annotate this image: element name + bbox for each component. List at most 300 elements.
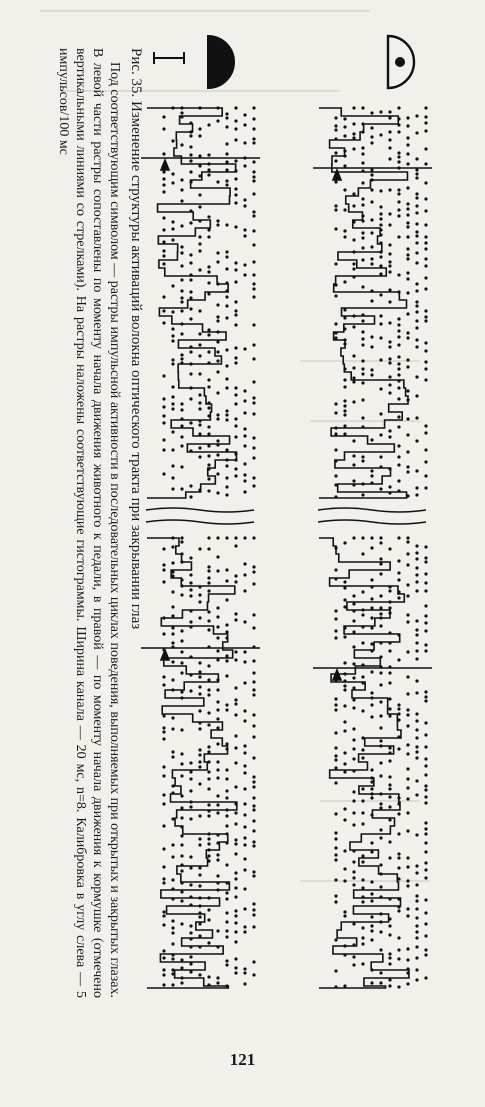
spike-dot — [162, 580, 165, 583]
spike-dot — [379, 671, 382, 674]
spike-dot — [180, 869, 183, 872]
spike-dot — [352, 147, 355, 150]
spike-dot — [252, 570, 255, 573]
spike-dot — [370, 924, 373, 927]
spike-dot — [198, 343, 201, 346]
spike-dot — [252, 117, 255, 120]
spike-dot — [352, 823, 355, 826]
spike-dot — [171, 402, 174, 405]
spike-dot — [207, 908, 210, 911]
spike-dot — [361, 641, 364, 644]
spike-dot — [207, 777, 210, 780]
spike-dot — [243, 857, 246, 860]
eye-open-symbol — [388, 36, 414, 88]
spike-dot — [343, 164, 346, 167]
spike-dot — [415, 649, 418, 652]
spike-dot — [180, 540, 183, 543]
spike-dot — [198, 748, 201, 751]
spike-dot — [397, 455, 400, 458]
spike-dot — [424, 773, 427, 776]
spike-dot — [243, 787, 246, 790]
spike-dot — [424, 448, 427, 451]
spike-dot — [406, 777, 409, 780]
spike-dot — [225, 168, 228, 171]
spike-dot — [424, 264, 427, 267]
spike-dot — [234, 138, 237, 141]
spike-dot — [180, 264, 183, 267]
spike-dot — [162, 127, 165, 130]
spike-dot — [415, 304, 418, 307]
spike-dot — [415, 619, 418, 622]
spike-dot — [406, 221, 409, 224]
spike-dot — [225, 160, 228, 163]
spike-dot — [379, 387, 382, 390]
spike-dot — [198, 915, 201, 918]
spike-dot — [243, 536, 246, 539]
spike-dot — [397, 335, 400, 338]
spike-dot — [397, 397, 400, 400]
spike-dot — [198, 753, 201, 756]
spike-dot — [361, 330, 364, 333]
spike-dot — [397, 367, 400, 370]
spike-dot — [406, 692, 409, 695]
spike-dot — [252, 484, 255, 487]
spike-dot — [415, 745, 418, 748]
spike-dot — [252, 229, 255, 232]
spike-dot — [198, 235, 201, 238]
spike-dot — [343, 984, 346, 987]
spike-dot — [370, 368, 373, 371]
spike-dot — [234, 921, 237, 924]
spike-dot — [379, 885, 382, 888]
rasters — [162, 106, 427, 988]
spike-dot — [252, 680, 255, 683]
spike-dot — [370, 841, 373, 844]
spike-dot — [234, 574, 237, 577]
spike-dot — [361, 203, 364, 206]
spike-dot — [415, 544, 418, 547]
spike-dot — [252, 735, 255, 738]
spike-dot — [180, 890, 183, 893]
spike-dot — [252, 613, 255, 616]
spike-dot — [180, 593, 183, 596]
spike-dot — [234, 225, 237, 228]
spike-dot — [352, 747, 355, 750]
spike-dot — [207, 173, 210, 176]
spike-dot — [234, 618, 237, 621]
spike-dot — [388, 130, 391, 133]
spike-dot — [406, 213, 409, 216]
spike-dot — [379, 981, 382, 984]
spike-dot — [352, 238, 355, 241]
spike-dot — [189, 397, 192, 400]
spike-dot — [225, 464, 228, 467]
spike-dot — [406, 594, 409, 597]
spike-dot — [361, 258, 364, 261]
spike-dot — [207, 425, 210, 428]
spike-dot — [379, 612, 382, 615]
spike-dot — [388, 243, 391, 246]
spike-dot — [198, 922, 201, 925]
spike-dot — [388, 759, 391, 762]
spike-dot — [388, 707, 391, 710]
spike-dot — [198, 866, 201, 869]
spike-dot — [207, 619, 210, 622]
spike-dot — [334, 894, 337, 897]
spike-dot — [243, 907, 246, 910]
spike-dot — [198, 873, 201, 876]
spike-dot — [189, 350, 192, 353]
spike-dot — [388, 138, 391, 141]
spike-dot — [198, 205, 201, 208]
spike-dot — [361, 748, 364, 751]
spike-dot — [243, 573, 246, 576]
spike-dot — [189, 153, 192, 156]
spike-dot — [225, 708, 228, 711]
spike-dot — [379, 774, 382, 777]
spike-dot — [234, 119, 237, 122]
spike-dot — [415, 719, 418, 722]
spike-dot — [243, 490, 246, 493]
spike-dot — [415, 192, 418, 195]
spike-dot — [424, 309, 427, 312]
spike-dot — [207, 265, 210, 268]
spike-dot — [234, 467, 237, 470]
spike-dot — [415, 894, 418, 897]
spike-dot — [334, 151, 337, 154]
spike-dot — [361, 231, 364, 234]
spike-dot — [162, 414, 165, 417]
spike-dot — [424, 850, 427, 853]
spike-dot — [171, 139, 174, 142]
spike-dot — [234, 424, 237, 427]
spike-dot — [198, 242, 201, 245]
spike-dot — [252, 160, 255, 163]
spike-dot — [397, 200, 400, 203]
spike-dot — [225, 267, 228, 270]
spike-dot — [415, 628, 418, 631]
spike-dot — [162, 240, 165, 243]
spike-dot — [388, 357, 391, 360]
spike-dot — [225, 125, 228, 128]
spike-dot — [234, 313, 237, 316]
spike-dot — [162, 374, 165, 377]
spike-dot — [406, 257, 409, 260]
spike-dot — [343, 684, 346, 687]
spike-dot — [162, 249, 165, 252]
spike-dot — [379, 217, 382, 220]
spike-dot — [171, 626, 174, 629]
axis-breaks — [146, 508, 426, 524]
event-arrow — [161, 160, 169, 170]
spike-dot — [424, 572, 427, 575]
spike-dot — [180, 661, 183, 664]
spike-dot — [225, 768, 228, 771]
spike-dot — [343, 867, 346, 870]
spike-dot — [162, 914, 165, 917]
spike-dot — [406, 583, 409, 586]
spike-dot — [388, 252, 391, 255]
spike-dot — [388, 485, 391, 488]
spike-dot — [216, 649, 219, 652]
spike-dot — [334, 812, 337, 815]
spike-dot — [406, 613, 409, 616]
spike-dot — [334, 636, 337, 639]
spike-dot — [352, 132, 355, 135]
spike-dot — [424, 699, 427, 702]
spike-dot — [343, 586, 346, 589]
spike-dot — [207, 664, 210, 667]
spike-dot — [352, 192, 355, 195]
spike-dot — [343, 378, 346, 381]
spike-dot — [207, 333, 210, 336]
spike-dot — [171, 310, 174, 313]
spike-dot — [379, 223, 382, 226]
spike-dot — [415, 945, 418, 948]
spike-dot — [361, 181, 364, 184]
spike-dot — [424, 953, 427, 956]
raster-figure — [104, 28, 444, 1018]
spike-dot — [198, 193, 201, 196]
spike-dot — [171, 464, 174, 467]
spike-dot — [162, 968, 165, 971]
spike-dot — [388, 746, 391, 749]
histogram-line — [319, 538, 409, 988]
spike-dot — [352, 757, 355, 760]
spike-dot — [171, 605, 174, 608]
spike-dot — [370, 335, 373, 338]
spike-dot — [370, 606, 373, 609]
spike-dot — [334, 758, 337, 761]
spike-dot — [379, 594, 382, 597]
spike-dot — [397, 355, 400, 358]
spike-dot — [243, 836, 246, 839]
spike-dot — [370, 899, 373, 902]
spike-dot — [397, 415, 400, 418]
spike-dot — [234, 734, 237, 737]
spike-dot — [370, 135, 373, 138]
spike-dot — [424, 757, 427, 760]
spike-dot — [243, 479, 246, 482]
spike-dot — [180, 357, 183, 360]
spike-dot — [415, 883, 418, 886]
rotated-figure-page — [34, 28, 444, 1018]
spike-dot — [216, 688, 219, 691]
spike-dot — [406, 162, 409, 165]
spike-dot — [415, 300, 418, 303]
spike-dot — [352, 439, 355, 442]
spike-dot — [171, 395, 174, 398]
spike-dot — [406, 271, 409, 274]
spike-dot — [397, 909, 400, 912]
spike-dot — [361, 613, 364, 616]
spike-dot — [234, 106, 237, 109]
spike-dot — [234, 686, 237, 689]
spike-dot — [361, 822, 364, 825]
spike-dot — [379, 293, 382, 296]
spike-dot — [243, 925, 246, 928]
spike-dot — [379, 433, 382, 436]
spike-dot — [243, 660, 246, 663]
spike-dot — [424, 745, 427, 748]
spike-dot — [334, 746, 337, 749]
spike-dot — [334, 846, 337, 849]
spike-dot — [162, 949, 165, 952]
spike-dot — [424, 360, 427, 363]
spike-dot — [189, 573, 192, 576]
spike-dot — [207, 123, 210, 126]
spike-dot — [252, 844, 255, 847]
spike-dot — [415, 251, 418, 254]
spike-dot — [370, 373, 373, 376]
spike-dot — [415, 345, 418, 348]
spike-dot — [334, 853, 337, 856]
spike-dot — [334, 900, 337, 903]
spike-dot — [406, 856, 409, 859]
spike-dot — [225, 814, 228, 817]
spike-dot — [370, 929, 373, 932]
spike-dot — [388, 110, 391, 113]
spike-dot — [352, 594, 355, 597]
spike-dot — [189, 955, 192, 958]
spike-dot — [171, 172, 174, 175]
spike-dot — [234, 746, 237, 749]
spike-dot — [234, 785, 237, 788]
spike-dot — [252, 565, 255, 568]
spike-dot — [243, 843, 246, 846]
spike-dot — [180, 958, 183, 961]
spike-dot — [225, 777, 228, 780]
spike-dot — [234, 356, 237, 359]
spike-dot — [406, 675, 409, 678]
spike-dot — [234, 658, 237, 661]
spike-dot — [189, 484, 192, 487]
spike-dot — [180, 465, 183, 468]
spike-dot — [198, 309, 201, 312]
spike-dot — [207, 489, 210, 492]
spike-dot — [162, 765, 165, 768]
spike-dot — [225, 789, 228, 792]
spike-dot — [361, 398, 364, 401]
spike-dot — [225, 255, 228, 258]
spike-dot — [171, 632, 174, 635]
spike-dot — [243, 427, 246, 430]
spike-dot — [216, 119, 219, 122]
spike-dot — [424, 589, 427, 592]
spike-dot — [334, 629, 337, 632]
spike-dot — [225, 364, 228, 367]
spike-dot — [207, 215, 210, 218]
spike-dot — [180, 834, 183, 837]
spike-dot — [361, 236, 364, 239]
spike-dot — [189, 883, 192, 886]
spike-dot — [370, 691, 373, 694]
spike-dot — [171, 784, 174, 787]
spike-dot — [424, 560, 427, 563]
spike-dot — [198, 934, 201, 937]
spike-dot — [415, 493, 418, 496]
spike-dot — [388, 547, 391, 550]
spike-dot — [189, 372, 192, 375]
spike-dot — [198, 401, 201, 404]
spike-dot — [243, 113, 246, 116]
spike-dot — [180, 224, 183, 227]
spike-dot — [243, 650, 246, 653]
spike-dot — [243, 802, 246, 805]
spike-dot — [397, 658, 400, 661]
spike-dot — [243, 198, 246, 201]
spike-dot — [361, 197, 364, 200]
spike-dot — [234, 957, 237, 960]
spike-dot — [216, 413, 219, 416]
spike-dot — [415, 557, 418, 560]
spike-dot — [379, 412, 382, 415]
spike-dot — [189, 556, 192, 559]
spike-dot — [379, 802, 382, 805]
spike-dot — [406, 291, 409, 294]
spike-dot — [406, 336, 409, 339]
spike-dot — [225, 598, 228, 601]
spike-dot — [361, 416, 364, 419]
spike-dot — [424, 795, 427, 798]
spike-dot — [162, 228, 165, 231]
spike-dot — [207, 444, 210, 447]
spike-dot — [216, 491, 219, 494]
spike-dot — [388, 223, 391, 226]
spike-dot — [397, 362, 400, 365]
spike-dot — [180, 752, 183, 755]
spike-dot — [406, 958, 409, 961]
spike-dot — [234, 713, 237, 716]
spike-dot — [361, 246, 364, 249]
spike-dot — [207, 328, 210, 331]
spike-dot — [252, 973, 255, 976]
spike-dot — [216, 776, 219, 779]
spike-dot — [379, 948, 382, 951]
event-arrow — [333, 670, 341, 680]
spike-dot — [180, 774, 183, 777]
spike-dot — [370, 703, 373, 706]
spike-dot — [334, 766, 337, 769]
spike-dot — [252, 626, 255, 629]
spike-dot — [252, 192, 255, 195]
spike-dot — [171, 942, 174, 945]
spike-dot — [234, 323, 237, 326]
spike-dot — [406, 225, 409, 228]
spike-dot — [252, 693, 255, 696]
spike-dot — [189, 855, 192, 858]
spike-dot — [180, 188, 183, 191]
spike-dot — [225, 418, 228, 421]
spike-dot — [180, 143, 183, 146]
spike-dot — [180, 728, 183, 731]
spike-dot — [162, 973, 165, 976]
spike-dot — [424, 486, 427, 489]
spike-dot — [397, 936, 400, 939]
spike-dot — [361, 756, 364, 759]
spike-dot — [171, 641, 174, 644]
spike-dot — [424, 764, 427, 767]
spike-dot — [189, 495, 192, 498]
spike-dot — [406, 331, 409, 334]
spike-dot — [334, 448, 337, 451]
spike-dot — [216, 803, 219, 806]
spike-dot — [388, 671, 391, 674]
spike-dot — [162, 923, 165, 926]
spike-dot — [162, 726, 165, 729]
spike-dot — [243, 462, 246, 465]
spike-dot — [379, 322, 382, 325]
